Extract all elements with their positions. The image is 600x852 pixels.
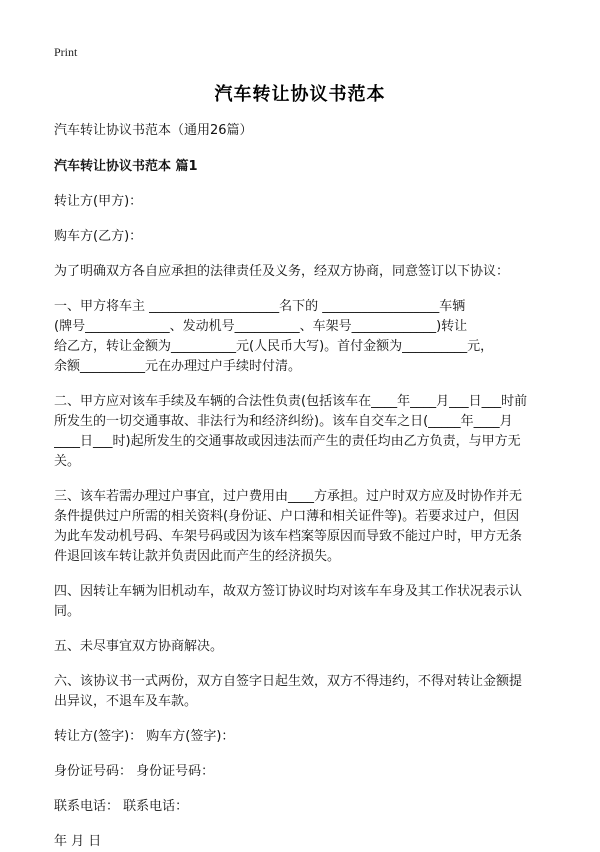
transferor-line: 转让方(甲方)：	[54, 194, 143, 209]
phone-line: 联系电话： 联系电话：	[54, 799, 189, 814]
clause-4	[54, 582, 550, 622]
clause-6	[54, 672, 550, 712]
intro-paragraph: 为了明确双方各自应承担的法律责任及义务，经双方协商，同意签订以下协议：	[54, 264, 510, 279]
clause-3	[54, 487, 550, 567]
document-title: 汽车转让协议书范本	[214, 84, 386, 105]
clause-3-line: 条件提供过户所需的相关资料(身份证、户口薄和相关证件等)。若要求过户，但因	[54, 509, 520, 524]
clause-2-line: ____日___时)起所发生的交通事故或因违法而产生的责任均由乙方负责，与甲方无	[54, 434, 521, 449]
clause-2-line: 关。	[54, 454, 81, 469]
clause-5: 五、未尽事宜双方协商解决。	[54, 639, 224, 654]
clause-2-line: 二、甲方应对该车手续及车辆的合法性负责(包括该车在____年____月___日___时前	[54, 394, 528, 409]
clause-3-line: 三、该车若需办理过户事宜，过户费用由____方承担。过户时双方应及时协作并无	[54, 489, 523, 504]
clause-1-line: 一、甲方将车主 ____________________名下的 __________________车辆	[54, 299, 466, 314]
clause-4-line: 同。	[54, 604, 81, 619]
clause-2	[54, 392, 550, 472]
id-number-line: 身份证号码： 身份证号码：	[54, 764, 215, 779]
clause-6-line: 六、该协议书一式两份，双方自签字日起生效，双方不得违约，不得对转让金额提	[54, 674, 523, 689]
clause-3-line: 为此车发动机号码、车架号码或因为该车档案等原因而导致不能过户时，甲方无条	[54, 529, 523, 544]
clause-1	[54, 297, 550, 377]
clause-3-line: 件退回该车转让款并负责因此而产生的经济损失。	[54, 549, 341, 564]
document-body	[54, 121, 550, 852]
clause-2-line: 所发生的一切交通事故、非法行为和经济纠纷)。该车自交车之日(_____年____月	[54, 414, 513, 429]
signature-line: 转让方(签字)： 购车方(签字)：	[54, 729, 235, 744]
clause-6-line: 出异议，不退车及车款。	[54, 694, 198, 709]
clause-1-line: (牌号_____________、发动机号__________、车架号_____________)转让	[54, 319, 468, 334]
clause-1-line: 给乙方，转让金额为__________元(人民币大写)。首付金额为__________元，	[54, 339, 494, 354]
section-heading: 汽车转让协议书范本 篇1	[54, 159, 198, 174]
clause-4-line: 四、因转让车辆为旧机动车，故双方签订协议时均对该车车身及其工作状况表示认	[54, 584, 523, 599]
document-subtitle: 汽车转让协议书范本（通用26篇）	[54, 123, 253, 138]
print-link[interactable]: Print	[54, 45, 78, 59]
clause-1-line: 余额__________元在办理过户手续时付清。	[54, 359, 302, 374]
buyer-line: 购车方(乙方)：	[54, 229, 143, 244]
date-line: 年 月 日	[54, 834, 102, 849]
